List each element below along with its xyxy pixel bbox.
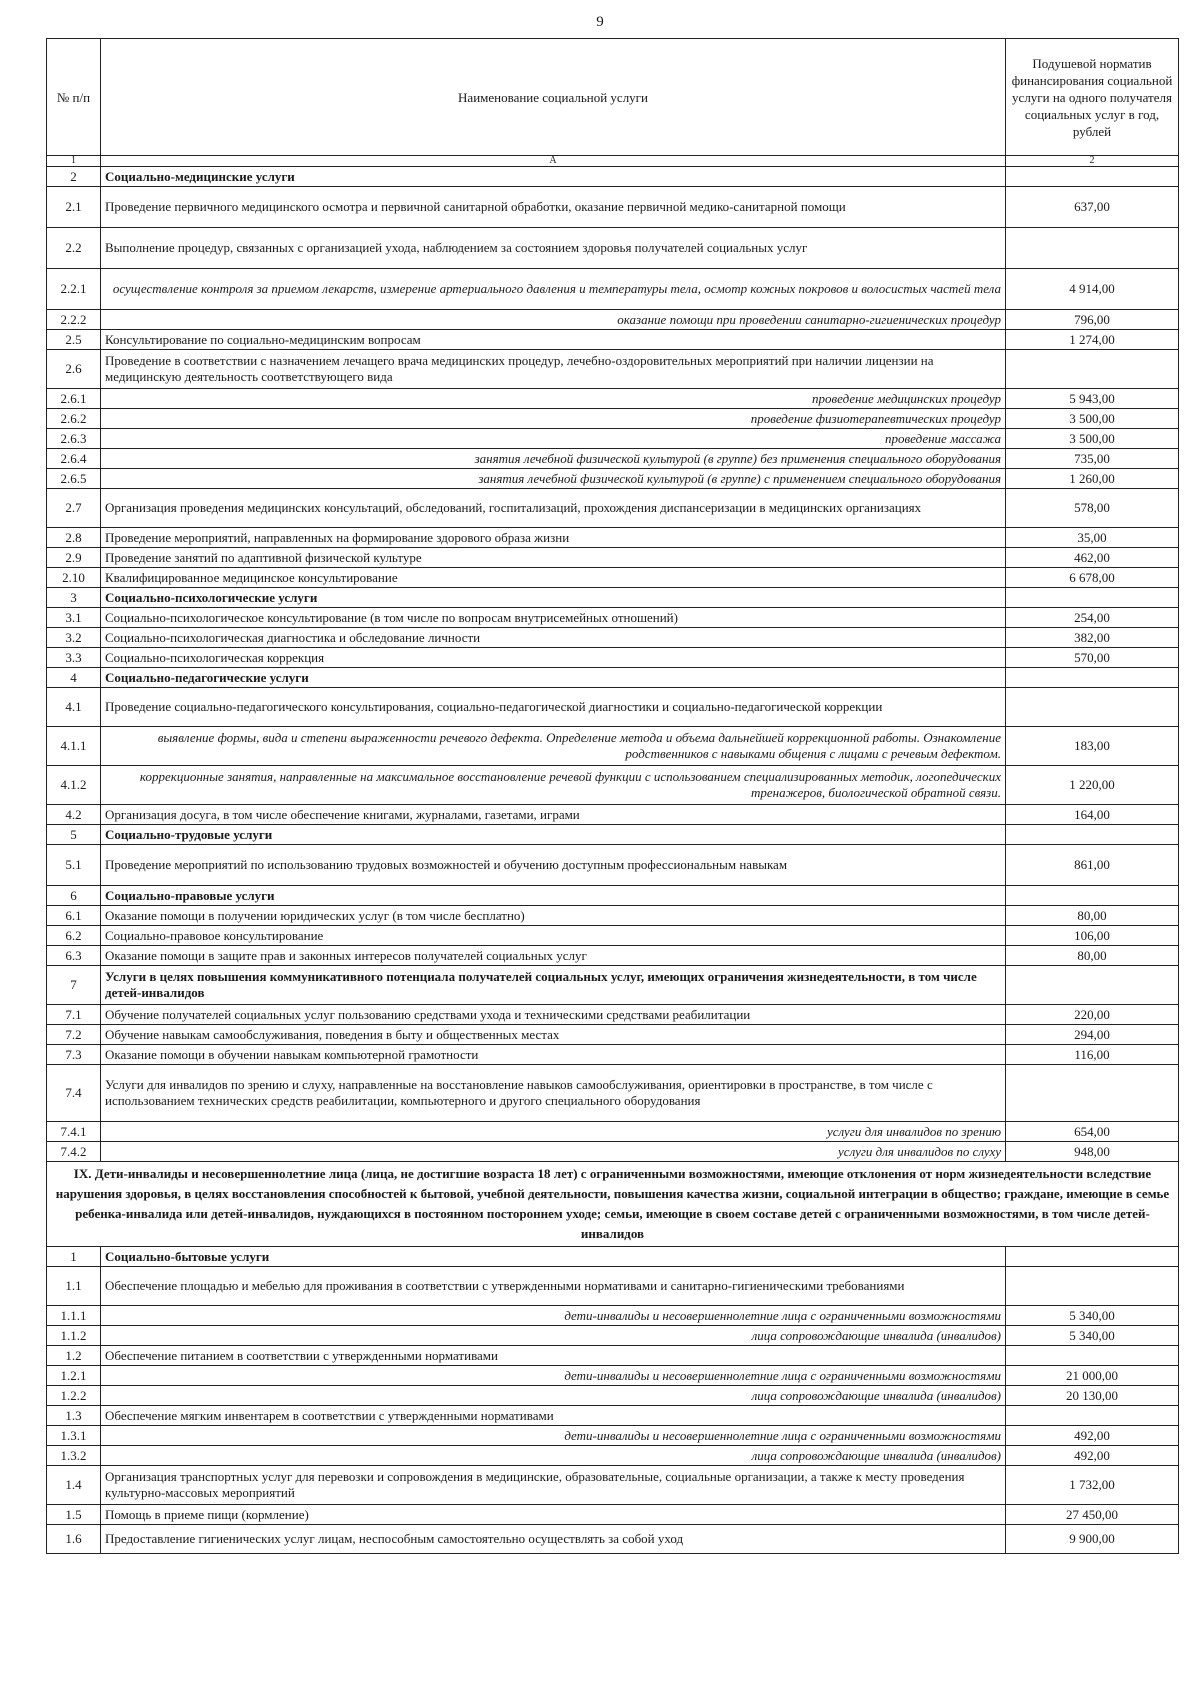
norm-value: 5 340,00 — [1006, 1306, 1179, 1326]
norm-value — [1006, 825, 1179, 845]
norm-value: 254,00 — [1006, 608, 1179, 628]
norm-value — [1006, 886, 1179, 906]
table-row — [47, 1466, 1179, 1505]
service-name: услуги для инвалидов по зрению — [101, 1122, 1006, 1142]
table-row — [47, 1386, 1179, 1406]
row-number: 2.8 — [47, 528, 101, 548]
table-row — [47, 1306, 1179, 1326]
norm-value — [1006, 668, 1179, 688]
header-norm: Подушевой норматив финансирования социальной услуги на одного получателя социальных услуг в год, рублей — [1006, 39, 1179, 156]
table-row — [47, 187, 1179, 228]
norm-value: 27 450,00 — [1006, 1505, 1179, 1525]
norm-value: 9 900,00 — [1006, 1525, 1179, 1554]
row-number: 4.1.2 — [47, 766, 101, 805]
service-name: Услуги для инвалидов по зрению и слуху, направленные на восстановление навыков самообслуживания, ориентировки в пространстве, в том числе с использованием технических средств реабилитации, компьютерного и другого специального оборудования — [101, 1065, 1006, 1122]
norm-value: 4 914,00 — [1006, 269, 1179, 310]
service-name: Социально-правовые услуги — [101, 886, 1006, 906]
service-name: Проведение мероприятий, направленных на формирование здорового образа жизни — [101, 528, 1006, 548]
service-name: Проведение социально-педагогического консультирования, социально-педагогической диагностики и социально-педагогической коррекции — [101, 688, 1006, 727]
table-row — [47, 389, 1179, 409]
page-number: 9 — [596, 14, 604, 30]
service-name: услуги для инвалидов по слуху — [101, 1142, 1006, 1162]
norm-value: 462,00 — [1006, 548, 1179, 568]
row-number: 7.4.2 — [47, 1142, 101, 1162]
row-number: 4.1.1 — [47, 727, 101, 766]
row-number: 3.2 — [47, 628, 101, 648]
service-name: проведение медицинских процедур — [101, 389, 1006, 409]
service-name: Услуги в целях повышения коммуникативного потенциала получателей социальных услуг, имеющих ограничения жизнедеятельности, в том числе детей-инвалидов — [101, 966, 1006, 1005]
header-service-name: Наименование социальной услуги — [101, 39, 1006, 156]
row-number: 7 — [47, 966, 101, 1005]
service-name: Социально-психологические услуги — [101, 588, 1006, 608]
table-row — [47, 608, 1179, 628]
norm-value: 5 943,00 — [1006, 389, 1179, 409]
row-number: 2.5 — [47, 330, 101, 350]
norm-value: 948,00 — [1006, 1142, 1179, 1162]
row-number: 6 — [47, 886, 101, 906]
column-index-row — [47, 156, 1179, 167]
row-number: 1.6 — [47, 1525, 101, 1554]
row-number: 1.4 — [47, 1466, 101, 1505]
table-row — [47, 1406, 1179, 1426]
service-name: Оказание помощи в обучении навыкам компьютерной грамотности — [101, 1045, 1006, 1065]
service-name: Социально-психологическая диагностика и обследование личности — [101, 628, 1006, 648]
norm-value — [1006, 1267, 1179, 1306]
row-number: 3 — [47, 588, 101, 608]
row-number: 2.6.2 — [47, 409, 101, 429]
services-table — [46, 38, 1179, 1554]
service-name: занятия лечебной физической культурой (в группе) без применения специального оборудования — [101, 449, 1006, 469]
section-row — [47, 668, 1179, 688]
table-row — [47, 489, 1179, 528]
norm-value: 570,00 — [1006, 648, 1179, 668]
service-name: Социально-правовое консультирование — [101, 926, 1006, 946]
norm-value: 6 678,00 — [1006, 568, 1179, 588]
service-name: Социально-психологическое консультирование (в том числе по вопросам внутрисемейных отношений) — [101, 608, 1006, 628]
norm-value: 116,00 — [1006, 1045, 1179, 1065]
norm-value — [1006, 1346, 1179, 1366]
table-row — [47, 350, 1179, 389]
service-name: Помощь в приеме пищи (кормление) — [101, 1505, 1006, 1525]
table-row — [47, 1025, 1179, 1045]
table-row — [47, 429, 1179, 449]
norm-value: 1 274,00 — [1006, 330, 1179, 350]
category-heading: IX. Дети-инвалиды и несовершеннолетние лица (лица, не достигшие возраста 18 лет) с ограниченными возможностями, имеющие отклонения от норм жизнедеятельности вследствие нарушения здоровья, в целях восстановления способностей к бытовой, учебной деятельности, повышения качества жизни, социальной интеграции в общество; граждане, имеющие в семье ребенка-инвалида или детей-инвалидов, нуждающихся в постоянном постороннем уходе; семьи, имеющие в своем составе детей с ограниченными возможностями, в том числе детей-инвалидов — [47, 1162, 1179, 1247]
norm-value: 3 500,00 — [1006, 409, 1179, 429]
table-row — [47, 688, 1179, 727]
service-name: Проведение в соответствии с назначением лечащего врача медицинских процедур, лечебно-оздоровительных мероприятий при наличии лицензии на медицинскую деятельность соответствующего вида — [101, 350, 1006, 389]
row-number: 2.2.1 — [47, 269, 101, 310]
section-row — [47, 1247, 1179, 1267]
service-name: оказание помощи при проведении санитарно-гигиенических процедур — [101, 310, 1006, 330]
service-name: дети-инвалиды и несовершеннолетние лица с ограниченными возможностями — [101, 1426, 1006, 1446]
table-row — [47, 845, 1179, 886]
service-name: выявление формы, вида и степени выраженности речевого дефекта. Определение метода и объема дальнейшей коррекционной работы. Ознакомление родственников с навыками общения с лицами с речевым дефектом. — [101, 727, 1006, 766]
column-index: А — [101, 156, 1006, 167]
row-number: 2 — [47, 167, 101, 187]
norm-value — [1006, 966, 1179, 1005]
row-number: 5 — [47, 825, 101, 845]
row-number: 2.10 — [47, 568, 101, 588]
row-number: 1.1.2 — [47, 1326, 101, 1346]
table-row — [47, 906, 1179, 926]
table-row — [47, 228, 1179, 269]
service-name: лица сопровождающие инвалида (инвалидов) — [101, 1446, 1006, 1466]
norm-value: 183,00 — [1006, 727, 1179, 766]
norm-value — [1006, 167, 1179, 187]
header-number: № п/п — [47, 39, 101, 156]
norm-value — [1006, 228, 1179, 269]
table-row — [47, 1065, 1179, 1122]
table-row — [47, 805, 1179, 825]
table-row — [47, 1446, 1179, 1466]
row-number: 1.1.1 — [47, 1306, 101, 1326]
service-name: Оказание помощи в получении юридических услуг (в том числе бесплатно) — [101, 906, 1006, 926]
service-name: Обеспечение мягким инвентарем в соответствии с утвержденными нормативами — [101, 1406, 1006, 1426]
service-name: Организация проведения медицинских консультаций, обследований, госпитализаций, прохождения диспансеризации в медицинских организациях — [101, 489, 1006, 528]
category-heading-row — [47, 1162, 1179, 1247]
service-name: Социально-трудовые услуги — [101, 825, 1006, 845]
norm-value: 35,00 — [1006, 528, 1179, 548]
row-number: 4.2 — [47, 805, 101, 825]
section-row — [47, 167, 1179, 187]
table-row — [47, 766, 1179, 805]
service-name: Обеспечение питанием в соответствии с утвержденными нормативами — [101, 1346, 1006, 1366]
row-number: 4.1 — [47, 688, 101, 727]
norm-value — [1006, 350, 1179, 389]
norm-value — [1006, 1065, 1179, 1122]
service-name: проведение массажа — [101, 429, 1006, 449]
norm-value: 21 000,00 — [1006, 1366, 1179, 1386]
table-row — [47, 628, 1179, 648]
norm-value: 861,00 — [1006, 845, 1179, 886]
service-name: осуществление контроля за приемом лекарств, измерение артериального давления и температуры тела, осмотр кожных покровов и волосистых частей тела — [101, 269, 1006, 310]
norm-value: 796,00 — [1006, 310, 1179, 330]
norm-value — [1006, 1406, 1179, 1426]
service-name: коррекционные занятия, направленные на максимальное восстановление речевой функции с использованием специализированных методик, логопедических тренажеров, биологической обратной связи. — [101, 766, 1006, 805]
norm-value: 80,00 — [1006, 906, 1179, 926]
row-number: 7.4.1 — [47, 1122, 101, 1142]
norm-value: 164,00 — [1006, 805, 1179, 825]
service-name: Консультирование по социально-медицинским вопросам — [101, 330, 1006, 350]
service-name: Социально-медицинские услуги — [101, 167, 1006, 187]
section-row — [47, 825, 1179, 845]
norm-value: 492,00 — [1006, 1426, 1179, 1446]
table-row — [47, 269, 1179, 310]
norm-value: 294,00 — [1006, 1025, 1179, 1045]
service-name: Проведение занятий по адаптивной физической культуре — [101, 548, 1006, 568]
service-name: занятия лечебной физической культурой (в группе) с применением специального оборудования — [101, 469, 1006, 489]
row-number: 1.3.2 — [47, 1446, 101, 1466]
service-name: лица сопровождающие инвалида (инвалидов) — [101, 1326, 1006, 1346]
norm-value: 637,00 — [1006, 187, 1179, 228]
table-row — [47, 1426, 1179, 1446]
table-row — [47, 548, 1179, 568]
norm-value: 20 130,00 — [1006, 1386, 1179, 1406]
row-number: 1.5 — [47, 1505, 101, 1525]
table-row — [47, 528, 1179, 548]
table-row — [47, 1326, 1179, 1346]
table-row — [47, 1122, 1179, 1142]
service-name: дети-инвалиды и несовершеннолетние лица с ограниченными возможностями — [101, 1366, 1006, 1386]
norm-value: 1 220,00 — [1006, 766, 1179, 805]
column-index: 2 — [1006, 156, 1179, 167]
table-row — [47, 449, 1179, 469]
column-index: 1 — [47, 156, 101, 167]
service-name: дети-инвалиды и несовершеннолетние лица с ограниченными возможностями — [101, 1306, 1006, 1326]
table-row — [47, 1005, 1179, 1025]
table-row — [47, 1525, 1179, 1554]
row-number: 2.7 — [47, 489, 101, 528]
table-row — [47, 1142, 1179, 1162]
table-row — [47, 310, 1179, 330]
service-name: Квалифицированное медицинское консультирование — [101, 568, 1006, 588]
row-number: 2.6.3 — [47, 429, 101, 449]
service-name: Обеспечение площадью и мебелью для проживания в соответствии с утвержденными нормативами и санитарно-гигиеническими требованиями — [101, 1267, 1006, 1306]
service-name: Проведение первичного медицинского осмотра и первичной санитарной обработки, оказание первичной медико-санитарной помощи — [101, 187, 1006, 228]
row-number: 2.9 — [47, 548, 101, 568]
table-row — [47, 1366, 1179, 1386]
norm-value: 578,00 — [1006, 489, 1179, 528]
service-name: лица сопровождающие инвалида (инвалидов) — [101, 1386, 1006, 1406]
row-number: 6.1 — [47, 906, 101, 926]
row-number: 7.3 — [47, 1045, 101, 1065]
row-number: 3.3 — [47, 648, 101, 668]
norm-value: 80,00 — [1006, 946, 1179, 966]
table-row — [47, 926, 1179, 946]
row-number: 1.2.2 — [47, 1386, 101, 1406]
service-name: Социально-бытовые услуги — [101, 1247, 1006, 1267]
row-number: 2.2 — [47, 228, 101, 269]
row-number: 3.1 — [47, 608, 101, 628]
table-row — [47, 1346, 1179, 1366]
row-number: 6.3 — [47, 946, 101, 966]
header-row — [47, 39, 1179, 156]
row-number: 1.3.1 — [47, 1426, 101, 1446]
service-name: Оказание помощи в защите прав и законных интересов получателей социальных услуг — [101, 946, 1006, 966]
table-row — [47, 946, 1179, 966]
norm-value — [1006, 588, 1179, 608]
row-number: 2.6.5 — [47, 469, 101, 489]
table-row — [47, 1045, 1179, 1065]
service-name: Выполнение процедур, связанных с организацией ухода, наблюдением за состоянием здоровья получателей социальных услуг — [101, 228, 1006, 269]
norm-value: 106,00 — [1006, 926, 1179, 946]
norm-value: 654,00 — [1006, 1122, 1179, 1142]
table-row — [47, 568, 1179, 588]
table-row — [47, 1505, 1179, 1525]
row-number: 1.3 — [47, 1406, 101, 1426]
row-number: 7.1 — [47, 1005, 101, 1025]
row-number: 2.6.4 — [47, 449, 101, 469]
table-row — [47, 409, 1179, 429]
norm-value: 492,00 — [1006, 1446, 1179, 1466]
row-number: 7.4 — [47, 1065, 101, 1122]
service-name: Проведение мероприятий по использованию трудовых возможностей и обучению доступным профессиональным навыкам — [101, 845, 1006, 886]
table-row — [47, 1267, 1179, 1306]
norm-value: 1 260,00 — [1006, 469, 1179, 489]
section-row — [47, 966, 1179, 1005]
table-row — [47, 727, 1179, 766]
table-row — [47, 330, 1179, 350]
row-number: 6.2 — [47, 926, 101, 946]
row-number: 2.1 — [47, 187, 101, 228]
norm-value — [1006, 1247, 1179, 1267]
norm-value: 1 732,00 — [1006, 1466, 1179, 1505]
service-name: Социально-психологическая коррекция — [101, 648, 1006, 668]
service-name: Организация досуга, в том числе обеспечение книгами, журналами, газетами, играми — [101, 805, 1006, 825]
norm-value — [1006, 688, 1179, 727]
service-name: Предоставление гигиенических услуг лицам, неспособным самостоятельно осуществлять за собой уход — [101, 1525, 1006, 1554]
norm-value: 5 340,00 — [1006, 1326, 1179, 1346]
table-row — [47, 469, 1179, 489]
norm-value: 3 500,00 — [1006, 429, 1179, 449]
service-name: Обучение навыкам самообслуживания, поведения в быту и общественных местах — [101, 1025, 1006, 1045]
row-number: 1.2 — [47, 1346, 101, 1366]
service-name: проведение физиотерапевтических процедур — [101, 409, 1006, 429]
service-name: Обучение получателей социальных услуг пользованию средствами ухода и техническими средствами реабилитации — [101, 1005, 1006, 1025]
row-number: 2.2.2 — [47, 310, 101, 330]
row-number: 1 — [47, 1247, 101, 1267]
section-row — [47, 588, 1179, 608]
row-number: 4 — [47, 668, 101, 688]
service-name: Социально-педагогические услуги — [101, 668, 1006, 688]
row-number: 7.2 — [47, 1025, 101, 1045]
row-number: 5.1 — [47, 845, 101, 886]
norm-value: 382,00 — [1006, 628, 1179, 648]
row-number: 2.6.1 — [47, 389, 101, 409]
norm-value: 220,00 — [1006, 1005, 1179, 1025]
table-body — [47, 167, 1179, 1554]
row-number: 2.6 — [47, 350, 101, 389]
table-row — [47, 648, 1179, 668]
norm-value: 735,00 — [1006, 449, 1179, 469]
row-number: 1.2.1 — [47, 1366, 101, 1386]
service-name: Организация транспортных услуг для перевозки и сопровождения в медицинские, образовательные, социальные организации, а также к месту проведения культурно-массовых мероприятий — [101, 1466, 1006, 1505]
row-number: 1.1 — [47, 1267, 101, 1306]
section-row — [47, 886, 1179, 906]
